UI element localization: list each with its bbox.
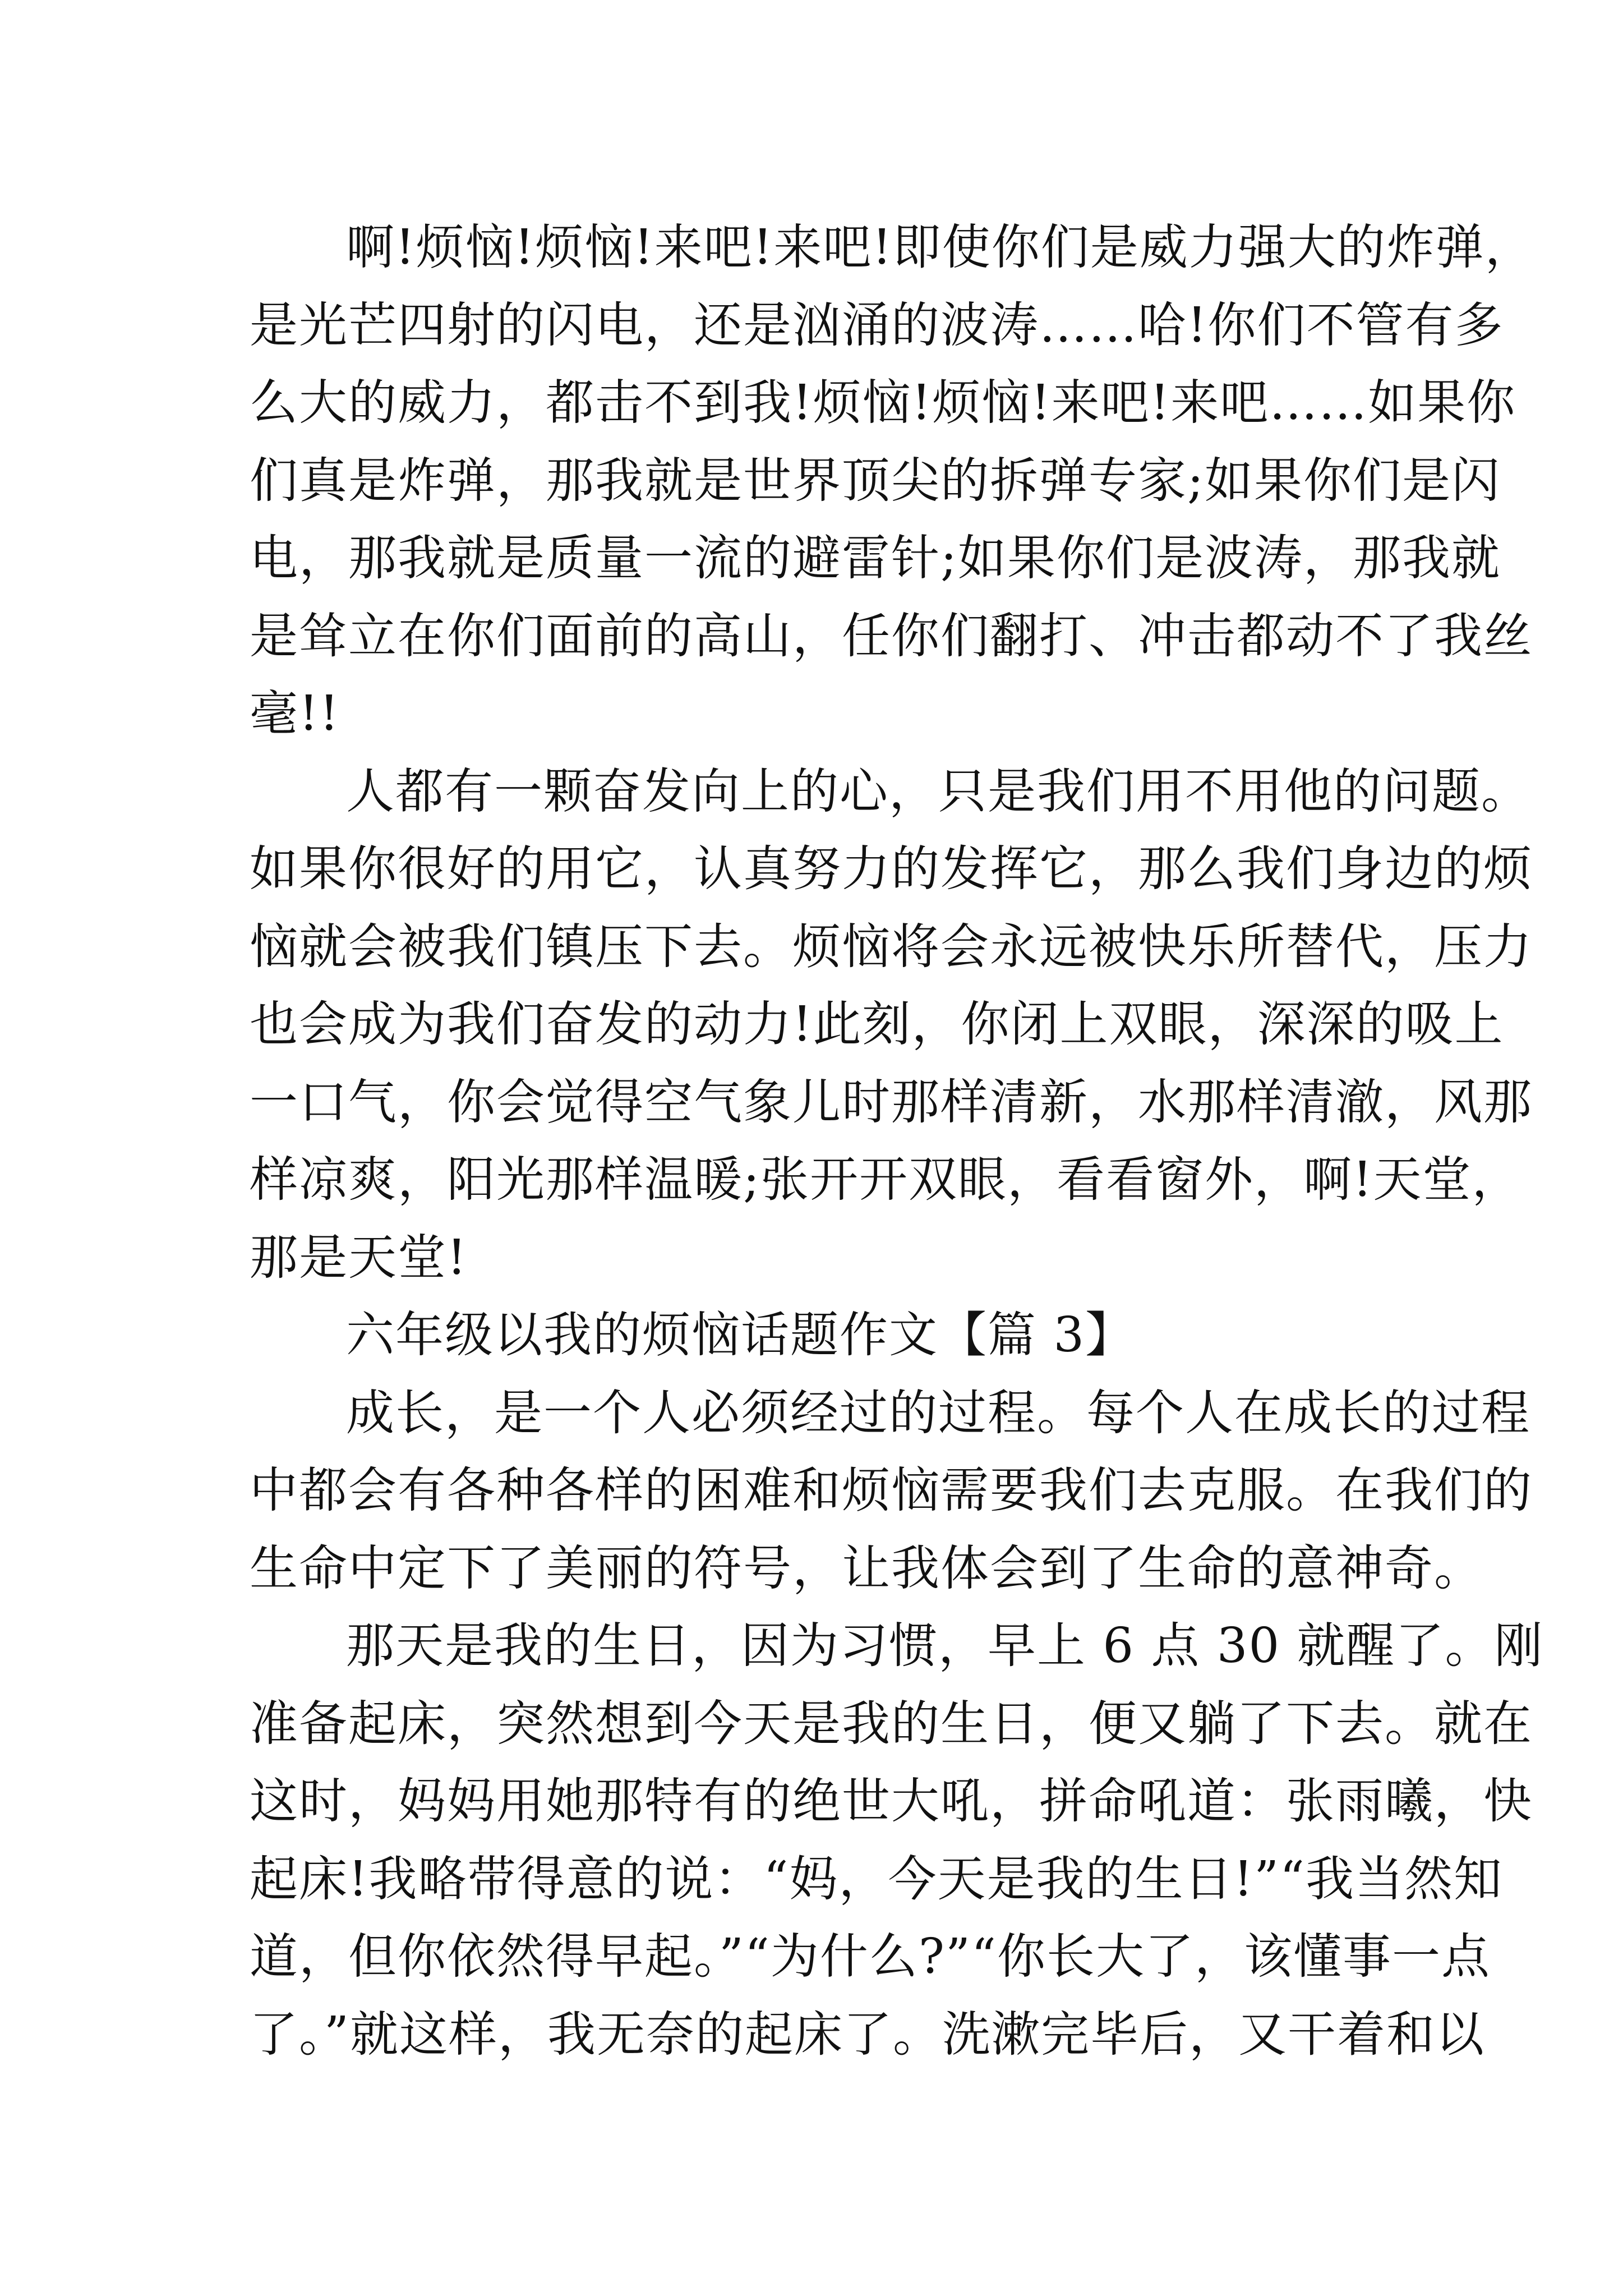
text-line: 一口气，你会觉得空气象儿时那样清新，水那样清澈，风那 [250,1074,1533,1130]
text-line: 毫!! [250,685,340,742]
text-line: 了。”就这样，我无奈的起床了。洗漱完毕后，又干着和以 [250,2006,1485,2063]
text-line: 生命中定下了美丽的符号，让我体会到了生命的意神奇。 [250,1540,1483,1596]
text-line: 么大的威力，都击不到我!烦恼!烦恼!来吧!来吧……如果你 [250,375,1516,431]
text-line: 那天是我的生日，因为习惯，早上 6 点 30 就醒了。刚 [346,1618,1544,1674]
text-line: 是光芒四射的闪电，还是汹涌的波涛……哈!你们不管有多 [250,297,1504,353]
text-line: 人都有一颗奋发向上的心，只是我们用不用他的问题。 [346,763,1530,820]
text-line: 起床!我略带得意的说：“妈，今天是我的生日!”“我当然知 [250,1851,1504,1907]
text-line: 道，但你依然得早起。”“为什么?”“你长大了，该懂事一点 [250,1929,1491,1985]
text-line: 那是天堂! [250,1229,468,1286]
text-line: 准备起床，突然想到今天是我的生日，便又躺了下去。就在 [250,1695,1533,1752]
text-line: 恼就会被我们镇压下去。烦恼将会永远被快乐所替代，压力 [250,918,1533,975]
text-line: 这时，妈妈用她那特有的绝世大吼，拼命吼道：张雨曦，快 [250,1773,1533,1829]
document-body [250,209,1544,2073]
text-line: 成长，是一个人必须经过的过程。每个人在成长的过程 [346,1384,1530,1441]
text-line: 电，那我就是质量一流的避雷针;如果你们是波涛，那我就 [250,530,1501,586]
text-line: 中都会有各种各样的困难和烦恼需要我们去克服。在我们的 [250,1462,1533,1519]
text-line: 们真是炸弹，那我就是世界顶尖的拆弹专家;如果你们是闪 [250,452,1501,509]
text-line: 是耸立在你们面前的高山，任你们翻打、冲击都动不了我丝 [250,608,1533,664]
text-line: 啊!烦恼!烦恼!来吧!来吧!即使你们是威力强大的炸弹， [346,219,1534,275]
section-heading: 六年级以我的烦恼话题作文【篇 3】 [346,1307,1135,1363]
text-line: 也会成为我们奋发的动力!此刻，你闭上双眼，深深的吸上 [250,996,1504,1052]
text-line: 如果你很好的用它，认真努力的发挥它，那么我们身边的烦 [250,841,1533,897]
text-line: 样凉爽，阳光那样温暖;张开开双眼，看看窗外，啊!天堂， [250,1152,1521,1208]
